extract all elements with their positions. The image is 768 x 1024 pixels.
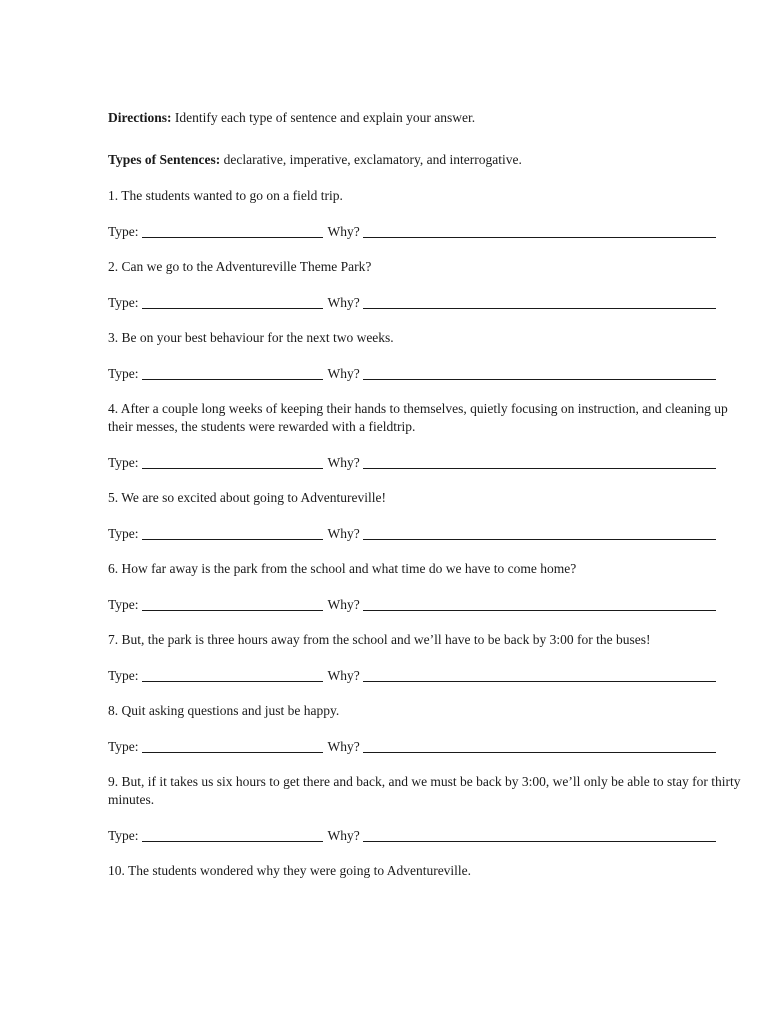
- question-1: 1. The students wanted to go on a field trip.: [108, 188, 343, 203]
- question-10: 10. The students wondered why they were going to Adventureville.: [108, 863, 472, 878]
- type-blank[interactable]: [142, 526, 323, 540]
- answer-row-6: [108, 596, 748, 614]
- type-label: Type:: [108, 739, 139, 754]
- directions-text: Identify each type of sentence and explain your answer.: [171, 110, 476, 125]
- answer-row-5: [108, 525, 748, 543]
- why-label: Why?: [327, 526, 360, 541]
- why-blank[interactable]: [363, 526, 716, 540]
- type-label: Type:: [108, 366, 139, 381]
- answer-row-1: [108, 223, 748, 241]
- type-blank[interactable]: [142, 295, 323, 309]
- type-label: Type:: [108, 828, 139, 843]
- type-label: Type:: [108, 295, 139, 310]
- answer-row-3: [108, 365, 748, 383]
- type-label: Type:: [108, 668, 139, 683]
- question-8: 8. Quit asking questions and just be happy.: [108, 703, 340, 718]
- answer-row-8: [108, 738, 748, 756]
- why-blank[interactable]: [363, 597, 716, 611]
- question-4: 4. After a couple long weeks of keeping their hands to themselves, quietly focusing on instruction, and cleaning up their messes, the students were rewarded with a fieldtrip.: [108, 401, 728, 434]
- question-3: 3. Be on your best behaviour for the next two weeks.: [108, 330, 394, 345]
- type-blank[interactable]: [142, 597, 323, 611]
- answer-row-9: [108, 827, 748, 845]
- type-label: Type:: [108, 597, 139, 612]
- why-label: Why?: [327, 828, 360, 843]
- why-blank[interactable]: [363, 295, 716, 309]
- why-label: Why?: [327, 366, 360, 381]
- type-blank[interactable]: [142, 828, 323, 842]
- why-label: Why?: [327, 668, 360, 683]
- answer-row-7: [108, 667, 748, 685]
- directions-label: Directions:: [108, 110, 172, 125]
- why-label: Why?: [327, 224, 360, 239]
- why-blank[interactable]: [363, 668, 716, 682]
- sentence-types-label: Types of Sentences:: [108, 152, 221, 167]
- why-blank[interactable]: [363, 455, 716, 469]
- type-label: Type:: [108, 224, 139, 239]
- type-label: Type:: [108, 455, 139, 470]
- why-label: Why?: [327, 455, 360, 470]
- type-blank[interactable]: [142, 455, 323, 469]
- type-blank[interactable]: [142, 739, 323, 753]
- sentence-types-text: declarative, imperative, exclamatory, and interrogative.: [220, 152, 522, 167]
- why-label: Why?: [327, 597, 360, 612]
- why-label: Why?: [327, 295, 360, 310]
- question-6: 6. How far away is the park from the school and what time do we have to come home?: [108, 561, 577, 576]
- question-7: 7. But, the park is three hours away from the school and we’ll have to be back by 3:00 for the buses!: [108, 632, 651, 647]
- type-label: Type:: [108, 526, 139, 541]
- why-blank[interactable]: [363, 828, 716, 842]
- answer-row-4: [108, 454, 748, 472]
- sentence-types: [108, 151, 748, 169]
- directions: [108, 109, 748, 127]
- worksheet: [108, 109, 748, 898]
- why-blank[interactable]: [363, 224, 716, 238]
- why-blank[interactable]: [363, 739, 716, 753]
- why-label: Why?: [327, 739, 360, 754]
- question-5: 5. We are so excited about going to Adventureville!: [108, 490, 386, 505]
- why-blank[interactable]: [363, 366, 716, 380]
- answer-row-2: [108, 294, 748, 312]
- question-9: 9. But, if it takes us six hours to get there and back, and we must be back by 3:00, we’ll only be able to stay for thirty minutes.: [108, 774, 741, 807]
- type-blank[interactable]: [142, 366, 323, 380]
- question-2: 2. Can we go to the Adventureville Theme Park?: [108, 259, 372, 274]
- type-blank[interactable]: [142, 668, 323, 682]
- type-blank[interactable]: [142, 224, 323, 238]
